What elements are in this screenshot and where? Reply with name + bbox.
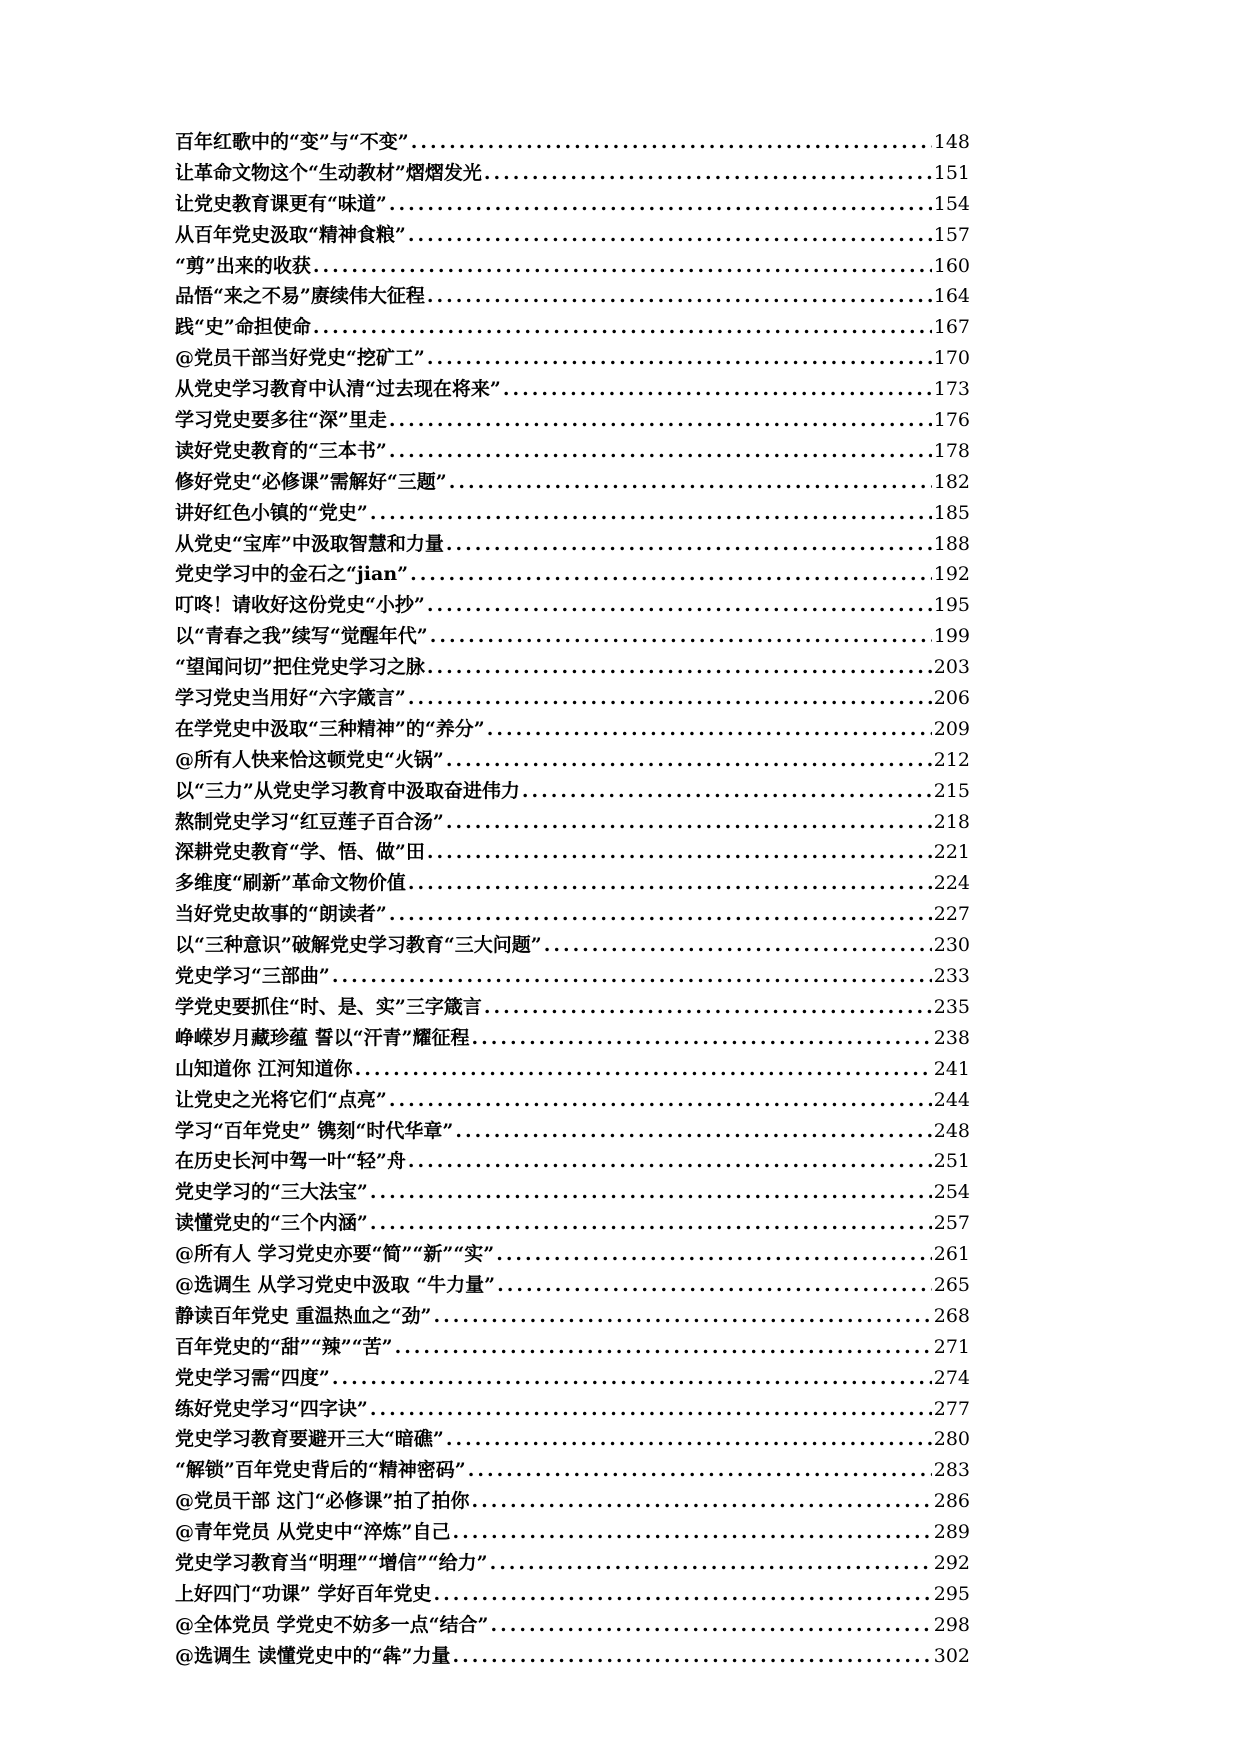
toc-entry-page-number: 160 (933, 254, 970, 277)
toc-entry-page-number: 170 (933, 347, 970, 370)
toc-entry-page-number: 265 (933, 1273, 970, 1296)
toc-dot-leader (408, 687, 932, 709)
toc-dot-leader (468, 1459, 932, 1481)
toc-entry-page-number: 254 (933, 1181, 970, 1204)
toc-dot-leader (313, 316, 932, 338)
toc-entry-page-number: 157 (933, 223, 970, 246)
toc-dot-leader (522, 780, 932, 802)
toc-entry-title: 静读百年党史 重温热血之“劲” (175, 1304, 432, 1327)
toc-dot-leader (496, 1243, 932, 1265)
toc-entry (175, 714, 970, 745)
toc-entry-title: 让党史教育课更有“味道” (175, 192, 387, 215)
toc-entry-title: “望闻问切”把住党史学习之脉 (175, 656, 425, 679)
toc-entry (175, 1054, 970, 1085)
toc-entry-title: 读好党史教育的“三本书” (175, 439, 387, 462)
toc-entry-title: 让革命文物这个“生动教材”熠熠发光 (175, 161, 482, 184)
toc-entry-page-number: 224 (933, 872, 970, 895)
toc-dot-leader (370, 1212, 932, 1234)
toc-entry (175, 899, 970, 930)
toc-entry (175, 1579, 970, 1610)
toc-entry-page-number: 235 (933, 995, 970, 1018)
toc-dot-leader (449, 471, 932, 493)
toc-entry (175, 683, 970, 714)
toc-entry-title: 百年红歌中的“变”与“不变” (175, 131, 409, 153)
toc-dot-leader (332, 1367, 932, 1389)
toc-dot-leader (389, 440, 932, 462)
toc-dot-leader (433, 1305, 931, 1327)
toc-entry (175, 1455, 970, 1486)
toc-entry (175, 621, 970, 652)
toc-dot-leader (455, 1120, 931, 1142)
toc-entry-page-number: 248 (933, 1119, 970, 1142)
toc-entry (175, 837, 970, 868)
toc-entry-page-number: 257 (933, 1212, 970, 1235)
toc-dot-leader (503, 378, 932, 400)
toc-entry (175, 498, 970, 529)
toc-entry-title: 百年党史的“甜”“辣”“苦” (175, 1335, 393, 1358)
toc-dot-leader (497, 1274, 932, 1296)
toc-entry-title: 在学党史中汲取“三种精神”的“养分” (175, 717, 485, 740)
toc-entry-page-number: 154 (933, 192, 970, 215)
toc-entry (175, 374, 970, 405)
toc-dot-leader (411, 131, 932, 153)
toc-dot-leader (446, 533, 932, 555)
toc-entry (175, 251, 970, 282)
toc-entry-title: 练好党史学习“四字诀” (175, 1397, 368, 1420)
toc-entry-title: @党员干部 这门“必修课”拍了拍你 (175, 1490, 470, 1513)
toc-dot-leader (332, 965, 932, 987)
toc-entry-page-number: 233 (933, 965, 970, 988)
toc-entry-title: @选调生 读懂党史中的“犇”力量 (175, 1644, 451, 1667)
toc-dot-leader (370, 1181, 932, 1203)
toc-entry-page-number: 209 (933, 717, 970, 740)
toc-entry (175, 436, 970, 467)
toc-dot-leader (452, 1645, 931, 1667)
toc-entry-title: “剪”出来的收获 (175, 254, 311, 277)
toc-entry-title: 叮咚！请收好这份党史“小抄” (175, 594, 425, 617)
toc-dot-leader (544, 934, 932, 956)
toc-entry-page-number: 173 (933, 378, 970, 401)
toc-entry (175, 281, 970, 312)
toc-entry-page-number: 188 (933, 532, 970, 555)
toc-dot-leader (471, 1027, 931, 1049)
toc-dot-leader (313, 255, 932, 277)
toc-entry-title: @党员干部当好党史“挖矿工” (175, 347, 425, 370)
toc-entry-title: 学习“百年党史” 镌刻“时代华章” (175, 1119, 454, 1142)
toc-dot-leader (427, 594, 932, 616)
toc-entry-page-number: 195 (933, 594, 970, 617)
toc-entry-title: 讲好红色小镇的“党史” (175, 501, 368, 524)
toc-entry-title: 从党史学习教育中认清“过去现在将来” (175, 378, 501, 401)
toc-dot-leader (408, 872, 932, 894)
toc-entry-page-number: 221 (933, 841, 970, 864)
toc-entry-title: 践“史”命担使命 (175, 316, 311, 339)
toc-entry (175, 1394, 970, 1425)
table-of-contents (175, 127, 970, 1672)
toc-entry-page-number: 271 (933, 1335, 970, 1358)
toc-entry (175, 529, 970, 560)
toc-entry-title: 以“三力”从党史学习教育中汲取奋进伟力 (175, 779, 520, 802)
toc-entry-title: 以“三种意识”破解党史学习教育“三大问题” (175, 934, 542, 957)
toc-entry-page-number: 274 (933, 1366, 970, 1389)
toc-entry (175, 930, 970, 961)
toc-entry (175, 868, 970, 899)
toc-entry-page-number: 185 (933, 501, 970, 524)
toc-entry-title: 当好党史故事的“朗读者” (175, 903, 387, 926)
toc-entry (175, 1146, 970, 1177)
toc-entry-page-number: 215 (933, 779, 970, 802)
toc-dot-leader (490, 1552, 932, 1574)
toc-dot-leader (446, 811, 932, 833)
toc-entry (175, 467, 970, 498)
toc-entry-page-number: 199 (933, 625, 970, 648)
toc-entry-page-number: 241 (933, 1057, 970, 1080)
toc-entry-page-number: 251 (933, 1150, 970, 1173)
toc-entry-title: @所有人 学习党史亦要“简”“新”“实” (175, 1243, 495, 1266)
toc-entry-title: “解锁”百年党史背后的“精神密码” (175, 1459, 466, 1482)
toc-entry (175, 590, 970, 621)
toc-entry (175, 807, 970, 838)
toc-dot-leader (410, 563, 932, 585)
toc-entry-title: 让党史之光将它们“点亮” (175, 1088, 387, 1111)
toc-dot-leader (408, 224, 932, 246)
toc-entry-page-number: 302 (933, 1644, 970, 1667)
toc-entry (175, 1085, 970, 1116)
toc-entry (175, 1424, 970, 1455)
toc-entry-title: 学党史要抓住“时、是、实”三字箴言 (175, 995, 482, 1018)
toc-entry (175, 745, 970, 776)
toc-entry (175, 559, 970, 590)
toc-entry-page-number: 212 (933, 748, 970, 771)
toc-entry-page-number: 286 (933, 1490, 970, 1513)
toc-entry-title: 熬制党史学习“红豆莲子百合汤” (175, 810, 444, 833)
toc-entry-title: 党史学习中的金石之“jian” (175, 563, 409, 586)
toc-dot-leader (427, 656, 932, 678)
toc-dot-leader (487, 718, 932, 740)
toc-entry (175, 1270, 970, 1301)
toc-entry (175, 992, 970, 1023)
toc-entry-title: 在历史长河中驾一叶“轻”舟 (175, 1150, 406, 1173)
toc-entry (175, 127, 970, 158)
toc-entry-title: 品悟“来之不易”赓续伟大征程 (175, 285, 425, 308)
toc-dot-leader (389, 409, 932, 431)
toc-dot-leader (430, 625, 932, 647)
toc-dot-leader (427, 285, 932, 307)
toc-entry-page-number: 192 (933, 563, 970, 586)
toc-entry (175, 1548, 970, 1579)
toc-entry-title: 读懂党史的“三个内涵” (175, 1212, 368, 1235)
toc-entry-title: @青年党员 从党史中“淬炼”自己 (175, 1521, 451, 1544)
toc-entry-title: 修好党史“必修课”需解好“三题” (175, 470, 447, 493)
toc-entry-title: 党史学习“三部曲” (175, 965, 330, 988)
toc-dot-leader (389, 903, 932, 925)
toc-entry (175, 158, 970, 189)
toc-entry (175, 220, 970, 251)
toc-entry-page-number: 280 (933, 1428, 970, 1451)
toc-dot-leader (395, 1336, 932, 1358)
toc-entry (175, 1517, 970, 1548)
toc-entry (175, 776, 970, 807)
toc-entry-page-number: 176 (933, 409, 970, 432)
toc-entry-title: 学习党史当用好“六字箴言” (175, 687, 406, 710)
toc-entry (175, 961, 970, 992)
toc-entry-page-number: 227 (933, 903, 970, 926)
toc-entry-title: 深耕党史教育“学、悟、做”田 (175, 841, 425, 864)
toc-entry-title: 峥嵘岁月藏珍蕴 誓以“汗青”耀征程 (175, 1026, 470, 1049)
toc-entry (175, 343, 970, 374)
toc-entry (175, 1177, 970, 1208)
toc-entry-title: @全体党员 学党史不妨多一点“结合” (175, 1613, 489, 1636)
toc-entry-title: 学习党史要多往“深”里走 (175, 409, 387, 432)
toc-entry-title: 从百年党史汲取“精神食粮” (175, 223, 406, 246)
toc-entry-page-number: 292 (933, 1551, 970, 1574)
toc-entry-title: 党史学习教育要避开三大“暗礁” (175, 1428, 444, 1451)
toc-dot-leader (471, 1490, 931, 1512)
toc-dot-leader (446, 749, 932, 771)
toc-dot-leader (484, 162, 932, 184)
toc-entry (175, 1208, 970, 1239)
toc-entry-page-number: 244 (933, 1088, 970, 1111)
toc-entry-page-number: 277 (933, 1397, 970, 1420)
toc-entry (175, 189, 970, 220)
toc-entry-page-number: 298 (933, 1613, 970, 1636)
toc-entry-title: @选调生 从学习党史中汲取 “牛力量” (175, 1273, 496, 1296)
toc-entry-page-number: 182 (933, 470, 970, 493)
toc-entry-page-number: 295 (933, 1582, 970, 1605)
toc-dot-leader (446, 1428, 932, 1450)
toc-entry (175, 1641, 970, 1672)
toc-entry (175, 312, 970, 343)
toc-entry-title: 党史学习需“四度” (175, 1366, 330, 1389)
toc-dot-leader (452, 1521, 931, 1543)
toc-dot-leader (427, 841, 932, 863)
toc-dot-leader (484, 996, 932, 1018)
toc-entry (175, 1486, 970, 1517)
toc-entry-page-number: 148 (933, 131, 970, 153)
toc-entry-title: 从党史“宝库”中汲取智慧和力量 (175, 532, 444, 555)
toc-entry-page-number: 164 (933, 285, 970, 308)
toc-entry (175, 1610, 970, 1641)
toc-entry-title: 多维度“刷新”革命文物价值 (175, 872, 406, 895)
toc-entry-title: 上好四门“功课” 学好百年党史 (175, 1582, 432, 1605)
toc-entry-title: 党史学习的“三大法宝” (175, 1181, 368, 1204)
toc-dot-leader (355, 1058, 932, 1080)
toc-entry-page-number: 206 (933, 687, 970, 710)
toc-dot-leader (389, 193, 932, 215)
toc-dot-leader (427, 347, 932, 369)
toc-entry-title: @所有人快来恰这顿党史“火锅” (175, 748, 444, 771)
toc-entry-page-number: 230 (933, 934, 970, 957)
toc-entry (175, 1023, 970, 1054)
toc-entry-page-number: 203 (933, 656, 970, 679)
toc-entry-title: 党史学习教育当“明理”“增信”“给力” (175, 1551, 488, 1574)
toc-entry-title: 山知道你 江河知道你 (175, 1057, 353, 1080)
toc-entry (175, 652, 970, 683)
toc-entry-page-number: 283 (933, 1459, 970, 1482)
toc-entry-page-number: 238 (933, 1026, 970, 1049)
toc-entry (175, 1116, 970, 1147)
toc-entry-page-number: 289 (933, 1521, 970, 1544)
toc-dot-leader (433, 1583, 931, 1605)
toc-dot-leader (408, 1150, 932, 1172)
toc-entry-page-number: 218 (933, 810, 970, 833)
toc-entry-page-number: 178 (933, 439, 970, 462)
toc-entry (175, 1363, 970, 1394)
toc-entry (175, 1332, 970, 1363)
toc-entry (175, 1301, 970, 1332)
toc-dot-leader (490, 1614, 931, 1636)
toc-entry-page-number: 261 (933, 1243, 970, 1266)
toc-entry-title: 以“青春之我”续写“觉醒年代” (175, 625, 428, 648)
toc-entry (175, 405, 970, 436)
toc-dot-leader (370, 502, 932, 524)
toc-entry (175, 1239, 970, 1270)
toc-entry-page-number: 167 (933, 316, 970, 339)
toc-entry-page-number: 268 (933, 1304, 970, 1327)
toc-dot-leader (370, 1398, 932, 1420)
toc-dot-leader (389, 1089, 932, 1111)
toc-entry-page-number: 151 (933, 161, 970, 184)
